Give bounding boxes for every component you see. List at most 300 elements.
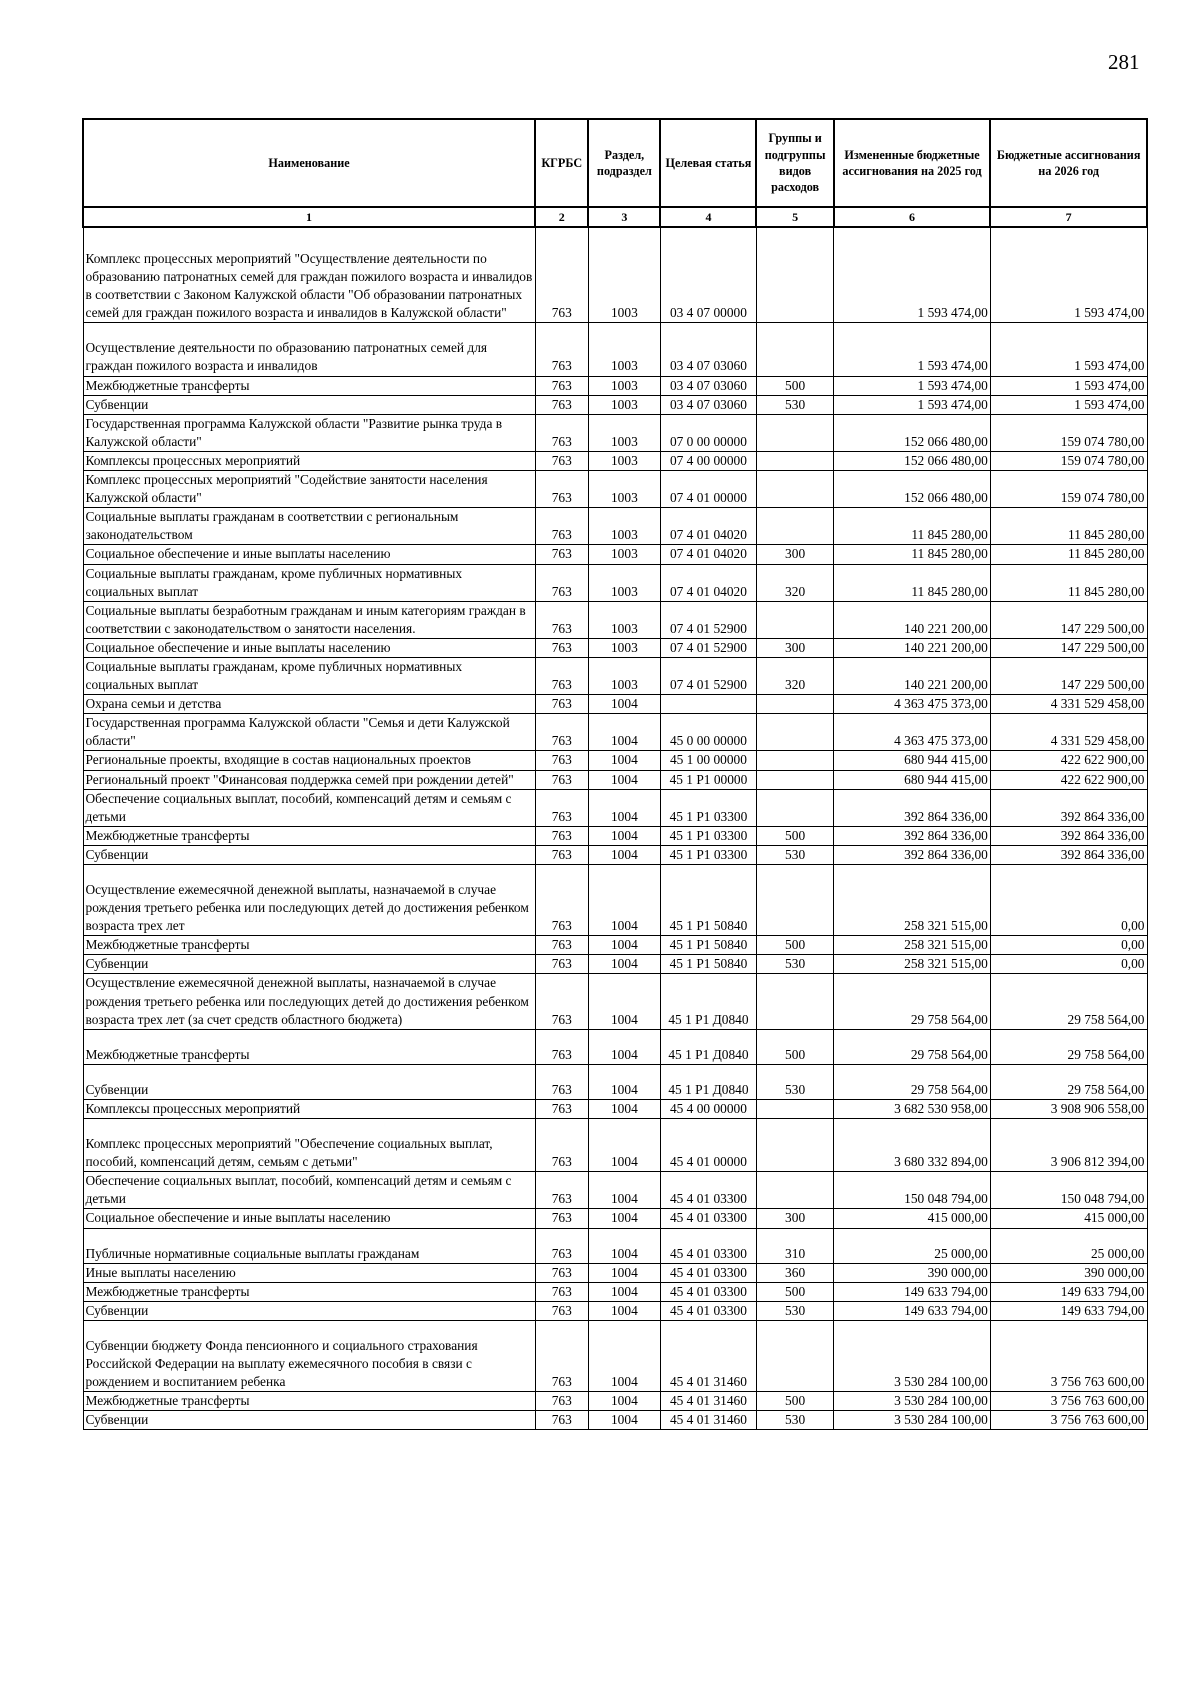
column-number: 4	[660, 207, 756, 227]
row-kgrbs: 763	[535, 1172, 588, 1209]
row-group	[756, 770, 833, 789]
row-name: Комплекс процессных мероприятий "Обеспечение социальных выплат, пособий, компенсаций детям, семьям с детьми"	[83, 1119, 535, 1172]
row-target: 45 4 01 03300	[660, 1301, 756, 1320]
row-section: 1003	[588, 564, 660, 601]
row-amount-2026: 4 331 529 458,00	[990, 714, 1147, 751]
row-kgrbs: 763	[535, 751, 588, 770]
row-group	[756, 1099, 833, 1118]
row-amount-2025: 680 944 415,00	[834, 770, 991, 789]
row-name: Комплексы процессных мероприятий	[83, 451, 535, 470]
row-kgrbs: 763	[535, 955, 588, 974]
row-group	[756, 601, 833, 638]
row-group	[756, 1320, 833, 1391]
row-amount-2025: 140 221 200,00	[834, 601, 991, 638]
row-section: 1004	[588, 845, 660, 864]
row-kgrbs: 763	[535, 1228, 588, 1263]
row-section: 1004	[588, 826, 660, 845]
row-target	[660, 695, 756, 714]
table-row	[83, 974, 1147, 1029]
table-row	[83, 1301, 1147, 1320]
row-amount-2025: 258 321 515,00	[834, 955, 991, 974]
row-amount-2025: 680 944 415,00	[834, 751, 991, 770]
row-kgrbs: 763	[535, 1064, 588, 1099]
row-section: 1003	[588, 414, 660, 451]
row-amount-2025: 29 758 564,00	[834, 974, 991, 1029]
row-kgrbs: 763	[535, 1029, 588, 1064]
row-name: Социальное обеспечение и иные выплаты населению	[83, 638, 535, 657]
row-kgrbs: 763	[535, 1099, 588, 1118]
row-amount-2026: 0,00	[990, 936, 1147, 955]
row-amount-2025: 1 593 474,00	[834, 227, 991, 323]
row-target: 45 0 00 00000	[660, 714, 756, 751]
row-target: 45 4 01 03300	[660, 1172, 756, 1209]
row-amount-2025: 11 845 280,00	[834, 564, 991, 601]
row-amount-2026: 29 758 564,00	[990, 1029, 1147, 1064]
row-name: Осуществление деятельности по образованию патронатных семей для граждан пожилого возраста и инвалидов	[83, 323, 535, 376]
table-row	[83, 751, 1147, 770]
row-amount-2025: 152 066 480,00	[834, 471, 991, 508]
row-amount-2026: 3 756 763 600,00	[990, 1320, 1147, 1391]
row-amount-2026: 29 758 564,00	[990, 974, 1147, 1029]
row-group: 500	[756, 376, 833, 395]
row-section: 1003	[588, 227, 660, 323]
row-kgrbs: 763	[535, 471, 588, 508]
row-target: 45 1 Р1 03300	[660, 789, 756, 826]
row-kgrbs: 763	[535, 865, 588, 936]
row-name: Межбюджетные трансферты	[83, 1392, 535, 1411]
row-amount-2026: 150 048 794,00	[990, 1172, 1147, 1209]
row-amount-2026: 3 756 763 600,00	[990, 1411, 1147, 1430]
row-amount-2025: 11 845 280,00	[834, 545, 991, 564]
header-target: Целевая статья	[660, 119, 756, 207]
row-section: 1004	[588, 1392, 660, 1411]
table-row	[83, 227, 1147, 323]
row-target: 45 4 01 00000	[660, 1119, 756, 1172]
row-name: Социальные выплаты гражданам, кроме публичных нормативных социальных выплат	[83, 657, 535, 694]
row-kgrbs: 763	[535, 545, 588, 564]
row-section: 1003	[588, 395, 660, 414]
table-row	[83, 865, 1147, 936]
row-target: 03 4 07 03060	[660, 323, 756, 376]
row-target: 07 0 00 00000	[660, 414, 756, 451]
row-amount-2025: 11 845 280,00	[834, 508, 991, 545]
row-amount-2025: 258 321 515,00	[834, 936, 991, 955]
row-kgrbs: 763	[535, 714, 588, 751]
row-target: 45 4 01 31460	[660, 1392, 756, 1411]
table-row	[83, 1263, 1147, 1282]
row-kgrbs: 763	[535, 451, 588, 470]
row-name: Субвенции	[83, 1301, 535, 1320]
table-row	[83, 1228, 1147, 1263]
column-number: 1	[83, 207, 535, 227]
row-amount-2026: 1 593 474,00	[990, 376, 1147, 395]
row-target: 07 4 01 04020	[660, 564, 756, 601]
row-kgrbs: 763	[535, 1320, 588, 1391]
row-amount-2026: 1 593 474,00	[990, 323, 1147, 376]
header-name: Наименование	[83, 119, 535, 207]
row-group: 360	[756, 1263, 833, 1282]
row-amount-2025: 29 758 564,00	[834, 1029, 991, 1064]
row-kgrbs: 763	[535, 974, 588, 1029]
row-target: 07 4 01 04020	[660, 508, 756, 545]
row-section: 1004	[588, 770, 660, 789]
row-amount-2025: 1 593 474,00	[834, 376, 991, 395]
row-amount-2025: 392 864 336,00	[834, 845, 991, 864]
table-row	[83, 1099, 1147, 1118]
row-section: 1003	[588, 657, 660, 694]
table-row	[83, 376, 1147, 395]
row-name: Иные выплаты населению	[83, 1263, 535, 1282]
row-name: Субвенции бюджету Фонда пенсионного и социального страхования Российской Федерации на выплату ежемесячного пособия в связи с рождением и воспитанием ребенка	[83, 1320, 535, 1391]
table-row	[83, 638, 1147, 657]
row-name: Государственная программа Калужской области "Семья и дети Калужской области"	[83, 714, 535, 751]
row-amount-2026: 11 845 280,00	[990, 564, 1147, 601]
row-amount-2025: 140 221 200,00	[834, 638, 991, 657]
row-group	[756, 865, 833, 936]
row-name: Комплексы процессных мероприятий	[83, 1099, 535, 1118]
row-section: 1004	[588, 751, 660, 770]
row-name: Осуществление ежемесячной денежной выплаты, назначаемой в случае рождения третьего ребенка или последующих детей до достижения ребенком возраста трех лет (за счет средств областного бюджета)	[83, 974, 535, 1029]
row-group: 530	[756, 1301, 833, 1320]
row-name: Государственная программа Калужской области "Развитие рынка труда в Калужской области"	[83, 414, 535, 451]
row-amount-2025: 258 321 515,00	[834, 865, 991, 936]
row-kgrbs: 763	[535, 789, 588, 826]
column-number: 3	[588, 207, 660, 227]
row-section: 1004	[588, 1301, 660, 1320]
row-amount-2025: 25 000,00	[834, 1228, 991, 1263]
row-kgrbs: 763	[535, 1411, 588, 1430]
budget-table	[82, 118, 1148, 1430]
row-kgrbs: 763	[535, 1392, 588, 1411]
row-group	[756, 695, 833, 714]
row-amount-2026: 11 845 280,00	[990, 508, 1147, 545]
row-group	[756, 751, 833, 770]
row-target: 45 1 Р1 Д0840	[660, 1064, 756, 1099]
row-section: 1003	[588, 323, 660, 376]
row-amount-2025: 415 000,00	[834, 1209, 991, 1228]
row-section: 1004	[588, 695, 660, 714]
row-section: 1003	[588, 508, 660, 545]
row-target: 45 1 Р1 50840	[660, 955, 756, 974]
row-group: 530	[756, 1411, 833, 1430]
row-group	[756, 471, 833, 508]
table-row	[83, 601, 1147, 638]
row-section: 1004	[588, 1411, 660, 1430]
row-group	[756, 323, 833, 376]
row-target: 03 4 07 03060	[660, 376, 756, 395]
row-name: Межбюджетные трансферты	[83, 376, 535, 395]
row-kgrbs: 763	[535, 564, 588, 601]
row-amount-2026: 159 074 780,00	[990, 414, 1147, 451]
table-row	[83, 789, 1147, 826]
row-amount-2026: 392 864 336,00	[990, 845, 1147, 864]
row-group: 500	[756, 1029, 833, 1064]
row-name: Обеспечение социальных выплат, пособий, компенсаций детям и семьям с детьми	[83, 789, 535, 826]
row-section: 1004	[588, 1228, 660, 1263]
row-kgrbs: 763	[535, 845, 588, 864]
table-row	[83, 451, 1147, 470]
row-group: 530	[756, 955, 833, 974]
table-row	[83, 508, 1147, 545]
row-target: 07 4 01 52900	[660, 657, 756, 694]
row-amount-2025: 390 000,00	[834, 1263, 991, 1282]
row-name: Субвенции	[83, 1064, 535, 1099]
row-section: 1004	[588, 1172, 660, 1209]
table-row	[83, 545, 1147, 564]
row-name: Социальные выплаты гражданам, кроме публичных нормативных социальных выплат	[83, 564, 535, 601]
row-kgrbs: 763	[535, 770, 588, 789]
row-amount-2025: 152 066 480,00	[834, 414, 991, 451]
header-2026: Бюджетные ассигнования на 2026 год	[990, 119, 1147, 207]
row-amount-2026: 4 331 529 458,00	[990, 695, 1147, 714]
row-section: 1004	[588, 714, 660, 751]
row-amount-2026: 11 845 280,00	[990, 545, 1147, 564]
row-amount-2025: 3 530 284 100,00	[834, 1411, 991, 1430]
row-target: 45 1 Р1 Д0840	[660, 974, 756, 1029]
table-row	[83, 1119, 1147, 1172]
column-number: 7	[990, 207, 1147, 227]
row-group	[756, 714, 833, 751]
row-amount-2025: 1 593 474,00	[834, 395, 991, 414]
row-amount-2026: 1 593 474,00	[990, 395, 1147, 414]
row-amount-2026: 159 074 780,00	[990, 451, 1147, 470]
table-row	[83, 845, 1147, 864]
row-target: 45 4 01 31460	[660, 1320, 756, 1391]
row-name: Региональные проекты, входящие в состав национальных проектов	[83, 751, 535, 770]
row-kgrbs: 763	[535, 1119, 588, 1172]
row-name: Межбюджетные трансферты	[83, 936, 535, 955]
row-kgrbs: 763	[535, 1263, 588, 1282]
row-group: 530	[756, 845, 833, 864]
row-group	[756, 1119, 833, 1172]
row-amount-2025: 392 864 336,00	[834, 826, 991, 845]
row-amount-2026: 415 000,00	[990, 1209, 1147, 1228]
row-target: 45 4 01 03300	[660, 1263, 756, 1282]
row-section: 1003	[588, 376, 660, 395]
table-row	[83, 936, 1147, 955]
table-row	[83, 955, 1147, 974]
row-group	[756, 451, 833, 470]
row-amount-2025: 3 680 332 894,00	[834, 1119, 991, 1172]
row-name: Комплекс процессных мероприятий "Содействие занятости населения Калужской области"	[83, 471, 535, 508]
row-amount-2025: 149 633 794,00	[834, 1282, 991, 1301]
row-target: 45 1 Р1 03300	[660, 845, 756, 864]
row-name: Субвенции	[83, 955, 535, 974]
row-name: Осуществление ежемесячной денежной выплаты, назначаемой в случае рождения третьего ребенка или последующих детей до достижения ребенком возраста трех лет	[83, 865, 535, 936]
row-name: Публичные нормативные социальные выплаты гражданам	[83, 1228, 535, 1263]
row-amount-2026: 149 633 794,00	[990, 1301, 1147, 1320]
row-name: Социальные выплаты гражданам в соответствии с региональным законодательством	[83, 508, 535, 545]
row-amount-2026: 390 000,00	[990, 1263, 1147, 1282]
row-section: 1004	[588, 789, 660, 826]
table-row	[83, 1411, 1147, 1430]
table-row	[83, 1209, 1147, 1228]
row-amount-2026: 3 906 812 394,00	[990, 1119, 1147, 1172]
row-target: 07 4 01 04020	[660, 545, 756, 564]
row-group: 500	[756, 826, 833, 845]
row-group	[756, 789, 833, 826]
table-body	[83, 227, 1147, 1430]
row-name: Межбюджетные трансферты	[83, 826, 535, 845]
row-section: 1003	[588, 471, 660, 508]
row-name: Социальное обеспечение и иные выплаты населению	[83, 1209, 535, 1228]
row-group	[756, 974, 833, 1029]
row-kgrbs: 763	[535, 695, 588, 714]
table-row	[83, 1282, 1147, 1301]
table-header	[83, 119, 1147, 227]
row-amount-2026: 149 633 794,00	[990, 1282, 1147, 1301]
row-name: Субвенции	[83, 1411, 535, 1430]
row-target: 45 1 00 00000	[660, 751, 756, 770]
row-name: Обеспечение социальных выплат, пособий, компенсаций детям и семьям с детьми	[83, 1172, 535, 1209]
row-target: 07 4 01 52900	[660, 638, 756, 657]
row-amount-2026: 0,00	[990, 955, 1147, 974]
table-row	[83, 1064, 1147, 1099]
row-amount-2026: 392 864 336,00	[990, 789, 1147, 826]
row-amount-2025: 1 593 474,00	[834, 323, 991, 376]
row-section: 1004	[588, 1064, 660, 1099]
row-kgrbs: 763	[535, 1301, 588, 1320]
row-section: 1003	[588, 545, 660, 564]
row-group	[756, 1172, 833, 1209]
column-number: 6	[834, 207, 991, 227]
row-group: 320	[756, 657, 833, 694]
row-name: Социальные выплаты безработным гражданам и иным категориям граждан в соответствии с законодательством о занятости населения.	[83, 601, 535, 638]
row-name: Комплекс процессных мероприятий "Осуществление деятельности по образованию патронатных семей для граждан пожилого возраста и инвалидов в соответствии с Законом Калужской области "Об образовании патронатных семей для граждан пожилого возраста и инвалидов в Калужской области"	[83, 227, 535, 323]
row-section: 1004	[588, 1263, 660, 1282]
table-row	[83, 1392, 1147, 1411]
table-row	[83, 770, 1147, 789]
header-groups: Группы и подгруппы видов расходов	[756, 119, 833, 207]
row-amount-2026: 25 000,00	[990, 1228, 1147, 1263]
column-number: 2	[535, 207, 588, 227]
row-amount-2026: 392 864 336,00	[990, 826, 1147, 845]
row-section: 1003	[588, 451, 660, 470]
row-section: 1004	[588, 1029, 660, 1064]
table-row	[83, 414, 1147, 451]
row-amount-2026: 147 229 500,00	[990, 601, 1147, 638]
row-target: 07 4 00 00000	[660, 451, 756, 470]
row-section: 1004	[588, 974, 660, 1029]
row-amount-2026: 0,00	[990, 865, 1147, 936]
row-amount-2026: 3 908 906 558,00	[990, 1099, 1147, 1118]
row-amount-2026: 422 622 900,00	[990, 751, 1147, 770]
row-group	[756, 414, 833, 451]
row-kgrbs: 763	[535, 638, 588, 657]
row-target: 45 1 Р1 Д0840	[660, 1029, 756, 1064]
row-kgrbs: 763	[535, 376, 588, 395]
row-section: 1004	[588, 865, 660, 936]
row-target: 45 4 01 03300	[660, 1209, 756, 1228]
row-name: Субвенции	[83, 845, 535, 864]
row-target: 03 4 07 03060	[660, 395, 756, 414]
row-section: 1004	[588, 936, 660, 955]
row-group: 310	[756, 1228, 833, 1263]
row-section: 1003	[588, 638, 660, 657]
page-number: 281	[1108, 50, 1140, 74]
row-amount-2025: 149 633 794,00	[834, 1301, 991, 1320]
row-group: 530	[756, 395, 833, 414]
row-target: 45 4 01 03300	[660, 1228, 756, 1263]
row-kgrbs: 763	[535, 657, 588, 694]
row-amount-2025: 4 363 475 373,00	[834, 695, 991, 714]
row-section: 1003	[588, 601, 660, 638]
table-row	[83, 657, 1147, 694]
header-section: Раздел, подраздел	[588, 119, 660, 207]
row-kgrbs: 763	[535, 1282, 588, 1301]
header-2025: Измененные бюджетные ассигнования на 2025 год	[834, 119, 991, 207]
row-kgrbs: 763	[535, 1209, 588, 1228]
row-kgrbs: 763	[535, 227, 588, 323]
table-row	[83, 1172, 1147, 1209]
row-amount-2026: 1 593 474,00	[990, 227, 1147, 323]
row-amount-2026: 147 229 500,00	[990, 657, 1147, 694]
row-section: 1004	[588, 1209, 660, 1228]
row-group: 500	[756, 1392, 833, 1411]
row-group: 500	[756, 936, 833, 955]
row-target: 45 1 Р1 00000	[660, 770, 756, 789]
header-kgrbs: КГРБС	[535, 119, 588, 207]
table-row	[83, 395, 1147, 414]
table-row	[83, 471, 1147, 508]
row-target: 03 4 07 00000	[660, 227, 756, 323]
row-amount-2025: 29 758 564,00	[834, 1064, 991, 1099]
row-amount-2025: 3 530 284 100,00	[834, 1392, 991, 1411]
row-amount-2026: 29 758 564,00	[990, 1064, 1147, 1099]
row-amount-2025: 150 048 794,00	[834, 1172, 991, 1209]
row-kgrbs: 763	[535, 508, 588, 545]
table-row	[83, 695, 1147, 714]
table-row	[83, 826, 1147, 845]
row-section: 1004	[588, 1320, 660, 1391]
row-group: 500	[756, 1282, 833, 1301]
row-section: 1004	[588, 1119, 660, 1172]
row-name: Межбюджетные трансферты	[83, 1282, 535, 1301]
row-kgrbs: 763	[535, 414, 588, 451]
row-amount-2025: 392 864 336,00	[834, 789, 991, 826]
table-row	[83, 714, 1147, 751]
row-group: 300	[756, 1209, 833, 1228]
table-row	[83, 1029, 1147, 1064]
row-kgrbs: 763	[535, 936, 588, 955]
row-section: 1004	[588, 1282, 660, 1301]
row-kgrbs: 763	[535, 323, 588, 376]
row-target: 45 4 01 31460	[660, 1411, 756, 1430]
row-amount-2025: 140 221 200,00	[834, 657, 991, 694]
row-amount-2026: 147 229 500,00	[990, 638, 1147, 657]
row-name: Региональный проект "Финансовая поддержка семей при рождении детей"	[83, 770, 535, 789]
row-kgrbs: 763	[535, 395, 588, 414]
row-target: 07 4 01 00000	[660, 471, 756, 508]
row-amount-2026: 422 622 900,00	[990, 770, 1147, 789]
row-name: Социальное обеспечение и иные выплаты населению	[83, 545, 535, 564]
row-section: 1004	[588, 955, 660, 974]
column-number: 5	[756, 207, 833, 227]
row-name: Охрана семьи и детства	[83, 695, 535, 714]
row-target: 45 4 01 03300	[660, 1282, 756, 1301]
row-target: 07 4 01 52900	[660, 601, 756, 638]
row-group	[756, 508, 833, 545]
row-kgrbs: 763	[535, 826, 588, 845]
row-amount-2025: 4 363 475 373,00	[834, 714, 991, 751]
row-group	[756, 227, 833, 323]
row-kgrbs: 763	[535, 601, 588, 638]
table-row	[83, 323, 1147, 376]
row-group: 530	[756, 1064, 833, 1099]
row-target: 45 1 Р1 50840	[660, 936, 756, 955]
row-target: 45 1 Р1 03300	[660, 826, 756, 845]
row-group: 300	[756, 545, 833, 564]
